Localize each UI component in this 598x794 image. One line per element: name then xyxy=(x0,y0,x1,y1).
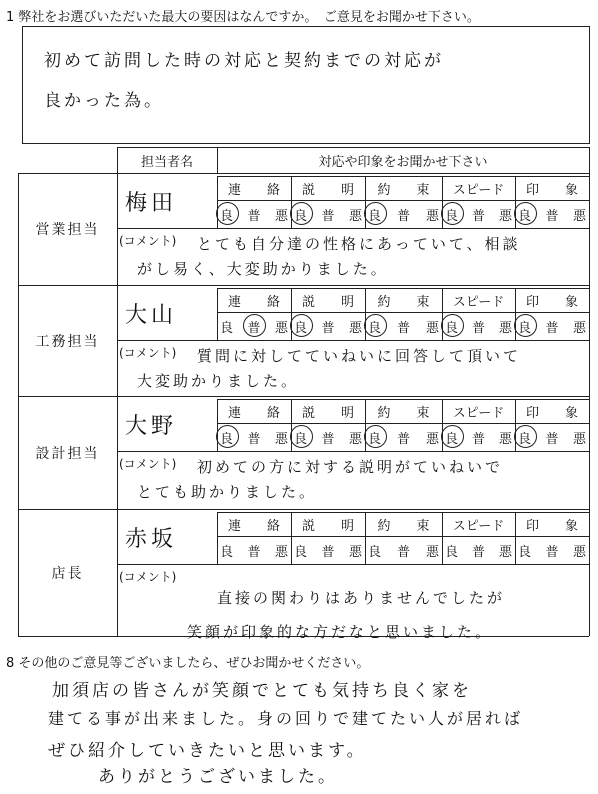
question-8-label: 8 その他のご意見等ございましたら、ぜひお聞かせください。 xyxy=(6,656,370,671)
criterion-0-row-1: 連 絡 xyxy=(227,294,280,310)
rating-option-普[interactable]: 普 xyxy=(396,431,410,447)
rating-option-普[interactable]: 普 xyxy=(247,431,261,447)
staff-name-0: 梅田 xyxy=(125,190,178,216)
comment-label-0: (コメント) xyxy=(119,233,177,248)
rating-option-良[interactable]: 良 xyxy=(368,317,381,336)
rating-option-良[interactable]: 良 xyxy=(445,205,458,224)
rating-scale-row-0-criterion-1 xyxy=(291,200,365,228)
rating-option-良[interactable]: 良 xyxy=(518,205,531,224)
selection-circle xyxy=(290,202,313,225)
rating-option-悪[interactable]: 悪 xyxy=(348,208,362,224)
rating-scale-row-2-criterion-2 xyxy=(365,423,442,451)
selection-circle xyxy=(364,202,387,225)
rating-option-普[interactable]: 普 xyxy=(545,320,559,336)
rating-option-悪[interactable]: 悪 xyxy=(348,544,362,560)
rating-scale-row-2-criterion-1 xyxy=(291,423,365,451)
rating-scale-row-1-criterion-3 xyxy=(442,312,515,340)
rating-option-普[interactable]: 普 xyxy=(321,431,335,447)
comment-label-1: (コメント) xyxy=(119,345,177,360)
rating-option-悪[interactable]: 悪 xyxy=(274,208,288,224)
rating-option-悪[interactable]: 悪 xyxy=(425,208,439,224)
criterion-1-row-0: 説 明 xyxy=(301,182,354,198)
rating-option-悪[interactable]: 悪 xyxy=(274,431,288,447)
criterion-0-row-0: 連 絡 xyxy=(227,182,280,198)
rating-option-普[interactable]: 普 xyxy=(471,320,485,336)
category-2: 設計担当 xyxy=(35,445,100,462)
rating-option-良[interactable]: 良 xyxy=(368,205,381,224)
selection-circle xyxy=(441,202,464,225)
criterion-4-row-2: 印 象 xyxy=(525,405,578,421)
rating-option-普[interactable]: 普 xyxy=(321,208,335,224)
rating-option-悪[interactable]: 悪 xyxy=(425,544,439,560)
rating-option-悪[interactable]: 悪 xyxy=(498,431,512,447)
criterion-2-row-2: 約 束 xyxy=(377,405,430,421)
rating-scale-row-3-criterion-0 xyxy=(217,536,291,564)
rating-option-普[interactable]: 普 xyxy=(471,208,485,224)
comment-label-3: (コメント) xyxy=(119,569,177,584)
rating-scale-row-3-criterion-1 xyxy=(291,536,365,564)
rating-scale-row-1-criterion-2 xyxy=(365,312,442,340)
rating-option-良[interactable]: 良 xyxy=(368,544,382,560)
rating-option-良[interactable]: 良 xyxy=(294,544,308,560)
rating-option-悪[interactable]: 悪 xyxy=(425,431,439,447)
rating-option-悪[interactable]: 悪 xyxy=(498,320,512,336)
header-staff-name: 担当者名 xyxy=(140,154,193,170)
selection-circle xyxy=(514,425,537,448)
rating-scale-row-0-criterion-3 xyxy=(442,200,515,228)
rating-option-悪[interactable]: 悪 xyxy=(274,320,288,336)
criterion-0-row-2: 連 絡 xyxy=(227,405,280,421)
criterion-3-row-2: スピード xyxy=(452,405,505,421)
criterion-3-row-3: スピード xyxy=(452,518,505,534)
rating-scale-row-0-criterion-2 xyxy=(365,200,442,228)
selection-circle xyxy=(243,314,266,337)
criterion-4-row-3: 印 象 xyxy=(525,518,578,534)
rating-scale-row-1-criterion-1 xyxy=(291,312,365,340)
criterion-1-row-1: 説 明 xyxy=(301,294,354,310)
rating-option-良[interactable]: 良 xyxy=(445,317,458,336)
comment-line-2-row-2: とても助かりました。 xyxy=(137,482,318,501)
table-rule xyxy=(117,173,118,636)
rating-option-普[interactable]: 普 xyxy=(545,208,559,224)
rating-scale-row-3-criterion-4 xyxy=(515,536,589,564)
rating-option-普[interactable]: 普 xyxy=(247,208,261,224)
criterion-2-row-3: 約 束 xyxy=(377,518,430,534)
rating-option-悪[interactable]: 悪 xyxy=(348,431,362,447)
rating-option-普[interactable]: 普 xyxy=(396,208,410,224)
comment-line-2-row-0: がし易く、大変助かりました。 xyxy=(137,259,389,278)
criterion-1-row-3: 説 明 xyxy=(301,518,354,534)
rating-option-悪[interactable]: 悪 xyxy=(572,544,586,560)
table-rule xyxy=(117,564,589,565)
rating-option-普[interactable]: 普 xyxy=(321,320,335,336)
selection-circle xyxy=(514,314,537,337)
rating-scale-row-2-criterion-0 xyxy=(217,423,291,451)
rating-scale-row-0-criterion-0 xyxy=(217,200,291,228)
selection-circle xyxy=(441,425,464,448)
criterion-4-row-0: 印 象 xyxy=(525,182,578,198)
criterion-4-row-1: 印 象 xyxy=(525,294,578,310)
rating-option-悪[interactable]: 悪 xyxy=(572,320,586,336)
rating-option-普[interactable]: 普 xyxy=(396,544,410,560)
rating-option-悪[interactable]: 悪 xyxy=(348,320,362,336)
selection-circle xyxy=(216,202,239,225)
rating-option-普[interactable]: 普 xyxy=(471,431,485,447)
rating-option-良[interactable]: 良 xyxy=(518,428,531,447)
rating-scale-row-0-criterion-4 xyxy=(515,200,589,228)
rating-scale-row-3-criterion-2 xyxy=(365,536,442,564)
selection-circle xyxy=(216,425,239,448)
rating-option-良[interactable]: 良 xyxy=(220,428,233,447)
criterion-3-row-0: スピード xyxy=(452,182,505,198)
staff-name-1: 大山 xyxy=(125,302,178,328)
rating-option-良[interactable]: 良 xyxy=(518,544,532,560)
staff-name-3: 赤坂 xyxy=(125,526,178,552)
criterion-2-row-1: 約 束 xyxy=(377,294,430,310)
rating-option-良[interactable]: 良 xyxy=(220,544,234,560)
rating-scale-row-1-criterion-0 xyxy=(217,312,291,340)
rating-option-悪[interactable]: 悪 xyxy=(425,320,439,336)
staff-name-2: 大野 xyxy=(125,413,178,439)
rating-option-普[interactable]: 普 xyxy=(545,431,559,447)
table-rule xyxy=(117,340,589,341)
comment-line-1-row-1: 質問に対してていねいに回答して頂いて xyxy=(197,346,522,365)
comment-label-2: (コメント) xyxy=(119,456,177,471)
selection-circle xyxy=(364,314,387,337)
question-1-label: 1 弊社をお選びいただいた最大の要因はなんですか。 ご意見をお聞かせ下さい。 xyxy=(6,10,480,25)
selection-circle xyxy=(514,202,537,225)
header-impression: 対応や印象をお聞かせ下さい xyxy=(318,154,488,170)
comment-line-2-row-3: 笑顔が印象的な方だなと思いました。 xyxy=(187,622,494,641)
selection-circle xyxy=(290,314,313,337)
rating-option-良[interactable]: 良 xyxy=(368,428,381,447)
selection-circle xyxy=(441,314,464,337)
question-8-answer-line-2: 建てる事が出来ました。身の回りで建てたい人が居れば xyxy=(48,709,524,728)
rating-option-良[interactable]: 良 xyxy=(294,428,307,447)
table-rule xyxy=(589,147,590,636)
rating-scale-row-2-criterion-3 xyxy=(442,423,515,451)
rating-option-良[interactable]: 良 xyxy=(445,544,459,560)
question-1-answer-line-2: 良かった為。 xyxy=(44,91,164,111)
comment-line-1-row-0: とても自分達の性格にあっていて、相談 xyxy=(197,234,521,253)
rating-option-良[interactable]: 良 xyxy=(220,320,234,336)
rating-option-良[interactable]: 良 xyxy=(518,317,531,336)
rating-option-良[interactable]: 良 xyxy=(445,428,458,447)
criterion-1-row-2: 説 明 xyxy=(301,405,354,421)
rating-option-悪[interactable]: 悪 xyxy=(498,544,512,560)
table-rule xyxy=(117,228,589,229)
rating-option-悪[interactable]: 悪 xyxy=(572,431,586,447)
rating-option-普[interactable]: 普 xyxy=(247,544,261,560)
rating-option-悪[interactable]: 悪 xyxy=(498,208,512,224)
rating-option-普[interactable]: 普 xyxy=(545,544,559,560)
question-1-answer-line-1: 初めて訪問した時の対応と契約までの対応が xyxy=(44,51,444,71)
rating-option-普[interactable]: 普 xyxy=(396,320,410,336)
selection-circle xyxy=(364,425,387,448)
rating-option-悪[interactable]: 悪 xyxy=(572,208,586,224)
rating-option-普[interactable]: 普 xyxy=(247,317,260,336)
criterion-0-row-3: 連 絡 xyxy=(227,518,280,534)
selection-circle xyxy=(290,425,313,448)
question-8-answer-line-3: ぜひ紹介していきたいと思います。 xyxy=(48,741,367,761)
rating-option-普[interactable]: 普 xyxy=(321,544,335,560)
question-8-answer-line-4: ありがとうございました。 xyxy=(98,767,338,787)
rating-scale-row-3-criterion-3 xyxy=(442,536,515,564)
rating-option-普[interactable]: 普 xyxy=(471,544,485,560)
table-rule xyxy=(117,451,589,452)
criterion-3-row-1: スピード xyxy=(452,294,505,310)
comment-line-1-row-2: 初めての方に対する説明がていねいで xyxy=(197,457,504,476)
comment-line-1-row-3: 直接の関わりはありませんでしたが xyxy=(217,588,506,607)
question-8-answer-line-1: 加須店の皆さんが笑顔でとても気持ち良く家を xyxy=(52,681,472,701)
rating-option-悪[interactable]: 悪 xyxy=(274,544,288,560)
category-0: 営業担当 xyxy=(35,222,100,238)
category-1: 工務担当 xyxy=(35,333,100,350)
category-3: 店長 xyxy=(51,565,84,582)
rating-scale-row-1-criterion-4 xyxy=(515,312,589,340)
rating-option-良[interactable]: 良 xyxy=(294,317,307,336)
rating-scale-row-2-criterion-4 xyxy=(515,423,589,451)
comment-line-2-row-1: 大変助かりました。 xyxy=(137,371,300,390)
criterion-2-row-0: 約 束 xyxy=(377,182,430,198)
rating-option-良[interactable]: 良 xyxy=(220,205,233,224)
rating-option-良[interactable]: 良 xyxy=(294,205,307,224)
